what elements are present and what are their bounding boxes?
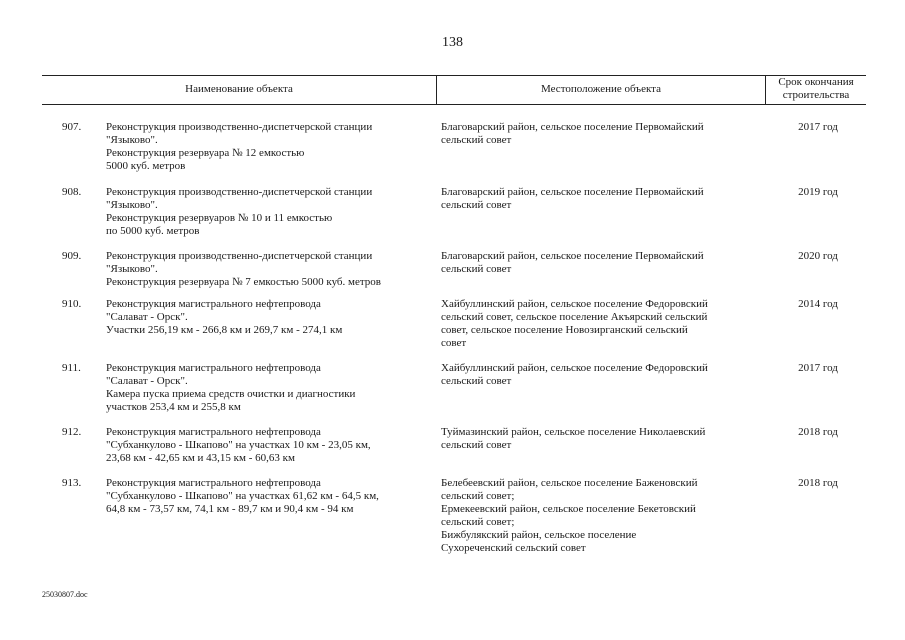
object-name-line: "Субханкулово - Шкапово" на участках 10 км - 23,05 км, (106, 439, 371, 451)
location-line: совет (441, 337, 467, 349)
row-deadline-year: 2017 год (798, 121, 838, 133)
object-name-line: Реконструкция магистрального нефтепровода (106, 477, 321, 489)
object-name-line: участков 253,4 км и 255,8 км (106, 401, 241, 413)
row-location (441, 121, 761, 147)
location-line: сельский совет (441, 134, 512, 146)
row-number: 907. (62, 121, 82, 133)
row-deadline-year: 2019 год (798, 186, 838, 198)
object-name-line: Реконструкция резервуара № 7 емкостью 5000 куб. метров (106, 276, 382, 288)
row-object-name (106, 121, 436, 173)
object-name-line: Реконструкция магистрального нефтепровода (106, 298, 321, 310)
location-line: сельский совет; (441, 490, 515, 502)
row-object-name (106, 477, 436, 516)
location-line: Сухореченский сельский совет (441, 542, 586, 554)
object-name-line: "Языково". (106, 134, 158, 146)
row-location (441, 426, 761, 452)
row-number: 912. (62, 426, 82, 438)
location-line: Хайбуллинский район, сельское поселение Федоровский (441, 298, 708, 310)
location-line: сельский совет (441, 375, 512, 387)
object-name-line: "Салават - Орск". (106, 375, 188, 387)
object-name-line: Реконструкция резервуаров № 10 и 11 емкостью (106, 212, 333, 224)
object-name-line: 5000 куб. метров (106, 160, 186, 172)
object-name-line: по 5000 куб. метров (106, 225, 200, 237)
row-location (441, 250, 761, 276)
location-line: совет, сельское поселение Новозирганский сельский (441, 324, 688, 336)
row-number: 911. (62, 362, 81, 374)
location-line: Благоварский район, сельское поселение Первомайский (441, 250, 704, 262)
row-deadline-year: 2017 год (798, 362, 838, 374)
object-name-line: Камера пуска приема средств очистки и диагностики (106, 388, 356, 400)
row-deadline-year: 2018 год (798, 426, 838, 438)
object-name-line: 64,8 км - 73,57 км, 74,1 км - 89,7 км и 90,4 км - 94 км (106, 503, 354, 515)
page-number: 138 (442, 35, 463, 50)
object-name-line: 23,68 км - 42,65 км и 43,15 км - 60,63 км (106, 452, 295, 464)
object-name-line: "Языково". (106, 199, 158, 211)
row-deadline-year: 2020 год (798, 250, 838, 262)
row-object-name (106, 298, 436, 337)
row-number: 909. (62, 250, 82, 262)
row-number: 910. (62, 298, 82, 310)
row-object-name (106, 362, 436, 414)
location-line: Белебеевский район, сельское поселение Баженовский (441, 477, 698, 489)
row-object-name (106, 250, 436, 289)
object-name-line: Реконструкция магистрального нефтепровода (106, 362, 321, 374)
header-col-deadline (766, 76, 866, 102)
object-name-line: Реконструкция производственно-диспетчерской станции (106, 186, 373, 198)
object-name-line: "Субханкулово - Шкапово" на участках 61,62 км - 64,5 км, (106, 490, 379, 502)
header-col-deadline-line2: строительства (782, 89, 850, 101)
header-col-location: Местоположение объекта (541, 83, 661, 95)
location-line: сельский совет; (441, 516, 515, 528)
location-line: Ермекеевский район, сельское поселение Бекетовский (441, 503, 696, 515)
location-line: Туймазинский район, сельское поселение Николаевский (441, 426, 706, 438)
table-header-top-border (42, 75, 866, 76)
row-number: 913. (62, 477, 82, 489)
location-line: сельский совет, сельское поселение Акъярский сельский (441, 311, 708, 323)
row-location (441, 362, 761, 388)
location-line: сельский совет (441, 263, 512, 275)
row-location (441, 298, 761, 350)
row-location (441, 477, 761, 555)
header-col-deadline-line1: Срок окончания (778, 76, 854, 88)
object-name-line: "Языково". (106, 263, 158, 275)
location-line: Хайбуллинский район, сельское поселение Федоровский (441, 362, 708, 374)
object-name-line: Реконструкция производственно-диспетчерской станции (106, 250, 373, 262)
row-number: 908. (62, 186, 82, 198)
table-header-bottom-border (42, 104, 866, 105)
location-line: Благоварский район, сельское поселение Первомайский (441, 186, 704, 198)
row-object-name (106, 186, 436, 238)
object-name-line: Реконструкция резервуара № 12 емкостью (106, 147, 305, 159)
row-deadline-year: 2018 год (798, 477, 838, 489)
object-name-line: "Салават - Орск". (106, 311, 188, 323)
row-object-name (106, 426, 436, 465)
row-location (441, 186, 761, 212)
header-col-name: Наименование объекта (185, 83, 293, 95)
row-deadline-year: 2014 год (798, 298, 838, 310)
location-line: сельский совет (441, 439, 512, 451)
location-line: сельский совет (441, 199, 512, 211)
footer-filename: 25030807.doc (42, 590, 88, 599)
object-name-line: Реконструкция магистрального нефтепровода (106, 426, 321, 438)
object-name-line: Реконструкция производственно-диспетчерской станции (106, 121, 373, 133)
location-line: Благоварский район, сельское поселение Первомайский (441, 121, 704, 133)
object-name-line: Участки 256,19 км - 266,8 км и 269,7 км - 274,1 км (106, 324, 343, 336)
location-line: Бижбулякский район, сельское поселение (441, 529, 637, 541)
